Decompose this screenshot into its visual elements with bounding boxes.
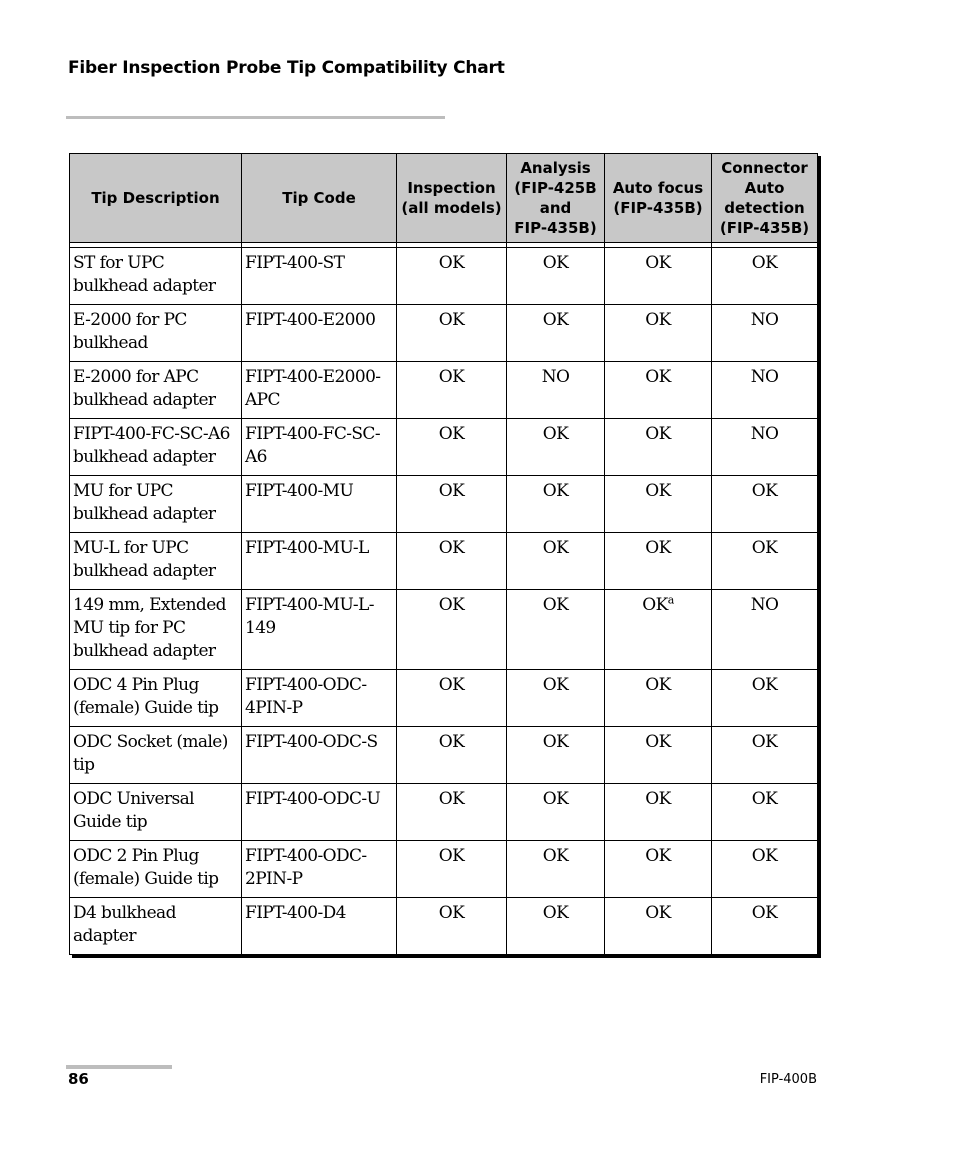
- cell-value: NO: [750, 367, 779, 387]
- cell-value: OK: [645, 675, 671, 695]
- table-row: [70, 727, 818, 784]
- cell-value: OK: [645, 789, 671, 809]
- analysis-cell: [507, 590, 605, 670]
- tip-description-cell: [70, 305, 242, 362]
- cell-value: OK: [751, 789, 778, 809]
- cell-line: 149 mm, Extended: [73, 595, 226, 615]
- connector-detection-cell: [712, 476, 818, 533]
- analysis-cell: [507, 476, 605, 533]
- cell-value: OK: [751, 481, 778, 501]
- cell-line: bulkhead adapter: [73, 276, 216, 296]
- connector-detection-cell: [712, 784, 818, 841]
- cell-value: OK: [645, 253, 671, 273]
- header-row: [70, 154, 818, 243]
- cell-value: OK: [438, 538, 465, 558]
- header-auto-focus: [605, 154, 712, 243]
- cell-line: Auto: [744, 179, 785, 197]
- cell-line: (FIP-435B): [613, 199, 703, 217]
- cell-line: (female) Guide tip: [73, 869, 219, 889]
- page-number: 86: [68, 1070, 89, 1088]
- tip-code-cell: [242, 476, 397, 533]
- auto-focus-cell: [605, 362, 712, 419]
- inspection-cell: [397, 362, 507, 419]
- cell-value: OK: [542, 846, 569, 866]
- tip-code-cell: [242, 898, 397, 955]
- connector-detection-cell: [712, 419, 818, 476]
- tip-code-cell: [242, 248, 397, 305]
- cell-line: Analysis: [520, 159, 591, 177]
- cell-value: OK: [542, 424, 569, 444]
- tip-description-cell: [70, 670, 242, 727]
- header-inspection: [397, 154, 507, 243]
- cell-line: FIPT-400-MU-L-: [245, 595, 374, 615]
- cell-line: FIPT-400-ST: [245, 253, 345, 273]
- cell-line: bulkhead adapter: [73, 504, 216, 524]
- cell-line: Auto focus: [612, 179, 704, 197]
- cell-value: OK: [438, 789, 465, 809]
- cell-line: FIPT-400-E2000: [245, 310, 376, 330]
- cell-line: 149: [245, 618, 276, 638]
- inspection-cell: [397, 248, 507, 305]
- cell-value: OK: [751, 538, 778, 558]
- cell-line: FIPT-400-ODC-U: [245, 789, 381, 809]
- cell-line: FIPT-400-FC-SC-A6: [73, 424, 230, 444]
- cell-line: FIPT-400-FC-SC-: [245, 424, 380, 444]
- table-row: [70, 590, 818, 670]
- cell-value: OK: [542, 732, 569, 752]
- document-code: FIP-400B: [759, 1072, 817, 1087]
- cell-value: OK: [542, 538, 569, 558]
- cell-line: bulkhead: [73, 333, 148, 353]
- tip-description-cell: [70, 419, 242, 476]
- inspection-cell: [397, 419, 507, 476]
- auto-focus-cell: [605, 784, 712, 841]
- cell-line: (all models): [401, 199, 502, 217]
- cell-value: OK: [645, 310, 671, 330]
- tip-code-cell: [242, 533, 397, 590]
- connector-detection-cell: [712, 362, 818, 419]
- cell-line: E-2000 for APC: [73, 367, 199, 387]
- cell-value: OK: [751, 903, 778, 923]
- cell-line: detection: [724, 199, 805, 217]
- inspection-cell: [397, 670, 507, 727]
- tip-description-cell: [70, 841, 242, 898]
- cell-line: MU tip for PC: [73, 618, 186, 638]
- cell-line: adapter: [73, 926, 136, 946]
- cell-value: OK: [751, 675, 778, 695]
- cell-line: FIPT-400-ODC-: [245, 675, 367, 695]
- inspection-cell: [397, 590, 507, 670]
- cell-line: Inspection: [407, 179, 496, 197]
- analysis-cell: [507, 533, 605, 590]
- connector-detection-cell: [712, 898, 818, 955]
- cell-value: OK: [542, 595, 569, 615]
- connector-detection-cell: [712, 248, 818, 305]
- cell-value: OK: [438, 595, 465, 615]
- analysis-cell: [507, 248, 605, 305]
- tip-description-cell: [70, 590, 242, 670]
- cell-value: OK: [645, 538, 671, 558]
- cell-line: (FIP-425B: [514, 179, 597, 197]
- auto-focus-cell: [605, 248, 712, 305]
- cell-line: bulkhead adapter: [73, 447, 216, 467]
- cell-line: MU-L for UPC: [73, 538, 189, 558]
- cell-line: (FIP-435B): [719, 219, 810, 237]
- tip-description-cell: [70, 784, 242, 841]
- cell-line: ODC Socket (male): [73, 732, 228, 752]
- auto-focus-cell: [605, 841, 712, 898]
- tip-description-cell: [70, 727, 242, 784]
- auto-focus-cell: [605, 419, 712, 476]
- table-row: [70, 362, 818, 419]
- cell-line: Connector: [721, 159, 808, 177]
- cell-line: FIPT-400-E2000-: [245, 367, 381, 387]
- cell-line: Tip Code: [282, 189, 356, 207]
- cell-value: OK: [642, 595, 668, 615]
- cell-value: OK: [542, 253, 569, 273]
- cell-value: OK: [542, 789, 569, 809]
- analysis-cell: [507, 841, 605, 898]
- cell-line: and: [539, 199, 572, 217]
- cell-value: OK: [438, 903, 465, 923]
- inspection-cell: [397, 305, 507, 362]
- cell-line: FIP-435B): [514, 219, 597, 237]
- footer-rule: [66, 1065, 172, 1069]
- table-row: [70, 784, 818, 841]
- header-connector-detection: [712, 154, 818, 243]
- cell-value: OK: [438, 367, 465, 387]
- cell-value: NO: [750, 424, 779, 444]
- analysis-cell: [507, 898, 605, 955]
- table-row: [70, 898, 818, 955]
- cell-value: OK: [645, 481, 671, 501]
- cell-value: OK: [542, 903, 569, 923]
- auto-focus-cell: [605, 476, 712, 533]
- compatibility-table: [69, 153, 818, 955]
- auto-focus-cell: [605, 898, 712, 955]
- cell-line: ST for UPC: [73, 253, 165, 273]
- connector-detection-cell: [712, 727, 818, 784]
- cell-value: OK: [438, 732, 465, 752]
- cell-value: OK: [645, 846, 671, 866]
- cell-value: OK: [438, 846, 465, 866]
- cell-value: OK: [542, 481, 569, 501]
- header-rule: [66, 116, 445, 119]
- inspection-cell: [397, 533, 507, 590]
- connector-detection-cell: [712, 590, 818, 670]
- cell-value: OK: [542, 310, 569, 330]
- table-row: [70, 476, 818, 533]
- cell-line: FIPT-400-ODC-S: [245, 732, 378, 752]
- auto-focus-cell: [605, 670, 712, 727]
- cell-value: OK: [645, 367, 671, 387]
- analysis-cell: [507, 419, 605, 476]
- compatibility-table-container: [69, 153, 820, 955]
- header-tip-code: [242, 154, 397, 243]
- cell-value: NO: [541, 367, 570, 387]
- cell-line: FIPT-400-MU: [245, 481, 354, 501]
- cell-value: OK: [542, 675, 569, 695]
- auto-focus-cell: [605, 533, 712, 590]
- cell-value: OK: [645, 424, 671, 444]
- cell-value: NO: [750, 595, 779, 615]
- cell-value: OK: [751, 732, 778, 752]
- auto-focus-cell: [605, 305, 712, 362]
- inspection-cell: [397, 784, 507, 841]
- connector-detection-cell: [712, 305, 818, 362]
- table-row: [70, 841, 818, 898]
- cell-line: (female) Guide tip: [73, 698, 219, 718]
- cell-line: ODC Universal: [73, 789, 194, 809]
- tip-code-cell: [242, 670, 397, 727]
- table-row: [70, 533, 818, 590]
- analysis-cell: [507, 362, 605, 419]
- cell-value: OK: [645, 903, 671, 923]
- footnote-marker: a: [667, 593, 674, 607]
- cell-line: A6: [245, 447, 267, 467]
- tip-description-cell: [70, 476, 242, 533]
- inspection-cell: [397, 898, 507, 955]
- analysis-cell: [507, 670, 605, 727]
- tip-description-cell: [70, 533, 242, 590]
- cell-line: 2PIN-P: [245, 869, 303, 889]
- tip-description-cell: [70, 898, 242, 955]
- cell-line: MU for UPC: [73, 481, 173, 501]
- cell-line: D4 bulkhead: [73, 903, 176, 923]
- tip-description-cell: [70, 248, 242, 305]
- cell-line: 4PIN-P: [245, 698, 303, 718]
- tip-code-cell: [242, 362, 397, 419]
- header-analysis: [507, 154, 605, 243]
- auto-focus-cell: [605, 590, 712, 670]
- cell-value: OK: [645, 732, 671, 752]
- cell-line: bulkhead adapter: [73, 641, 216, 661]
- cell-line: E-2000 for PC: [73, 310, 187, 330]
- inspection-cell: [397, 476, 507, 533]
- table-row: [70, 419, 818, 476]
- auto-focus-cell: [605, 727, 712, 784]
- cell-line: Guide tip: [73, 812, 148, 832]
- table-row: [70, 248, 818, 305]
- cell-value: OK: [438, 310, 465, 330]
- cell-line: FIPT-400-ODC-: [245, 846, 367, 866]
- cell-value: NO: [750, 310, 779, 330]
- cell-value: OK: [751, 846, 778, 866]
- cell-line: ODC 2 Pin Plug: [73, 846, 199, 866]
- tip-code-cell: [242, 590, 397, 670]
- analysis-cell: [507, 727, 605, 784]
- cell-line: bulkhead adapter: [73, 390, 216, 410]
- connector-detection-cell: [712, 670, 818, 727]
- inspection-cell: [397, 841, 507, 898]
- cell-value: OK: [438, 675, 465, 695]
- table-row: [70, 670, 818, 727]
- tip-code-cell: [242, 784, 397, 841]
- analysis-cell: [507, 305, 605, 362]
- cell-line: FIPT-400-MU-L: [245, 538, 369, 558]
- cell-value: OK: [751, 253, 778, 273]
- tip-description-cell: [70, 362, 242, 419]
- header-tip-description: [70, 154, 242, 243]
- cell-line: ODC 4 Pin Plug: [73, 675, 199, 695]
- table-body: [70, 248, 818, 955]
- cell-line: APC: [245, 390, 280, 410]
- cell-value: OK: [438, 481, 465, 501]
- connector-detection-cell: [712, 533, 818, 590]
- cell-value: OK: [438, 253, 465, 273]
- analysis-cell: [507, 784, 605, 841]
- cell-line: Tip Description: [91, 189, 220, 207]
- tip-code-cell: [242, 841, 397, 898]
- connector-detection-cell: [712, 841, 818, 898]
- tip-code-cell: [242, 419, 397, 476]
- cell-line: FIPT-400-D4: [245, 903, 346, 923]
- page-title: Fiber Inspection Probe Tip Compatibility Chart: [68, 58, 505, 78]
- cell-line: tip: [73, 755, 95, 775]
- table-row: [70, 305, 818, 362]
- cell-line: bulkhead adapter: [73, 561, 216, 581]
- inspection-cell: [397, 727, 507, 784]
- tip-code-cell: [242, 727, 397, 784]
- cell-value: OK: [438, 424, 465, 444]
- tip-code-cell: [242, 305, 397, 362]
